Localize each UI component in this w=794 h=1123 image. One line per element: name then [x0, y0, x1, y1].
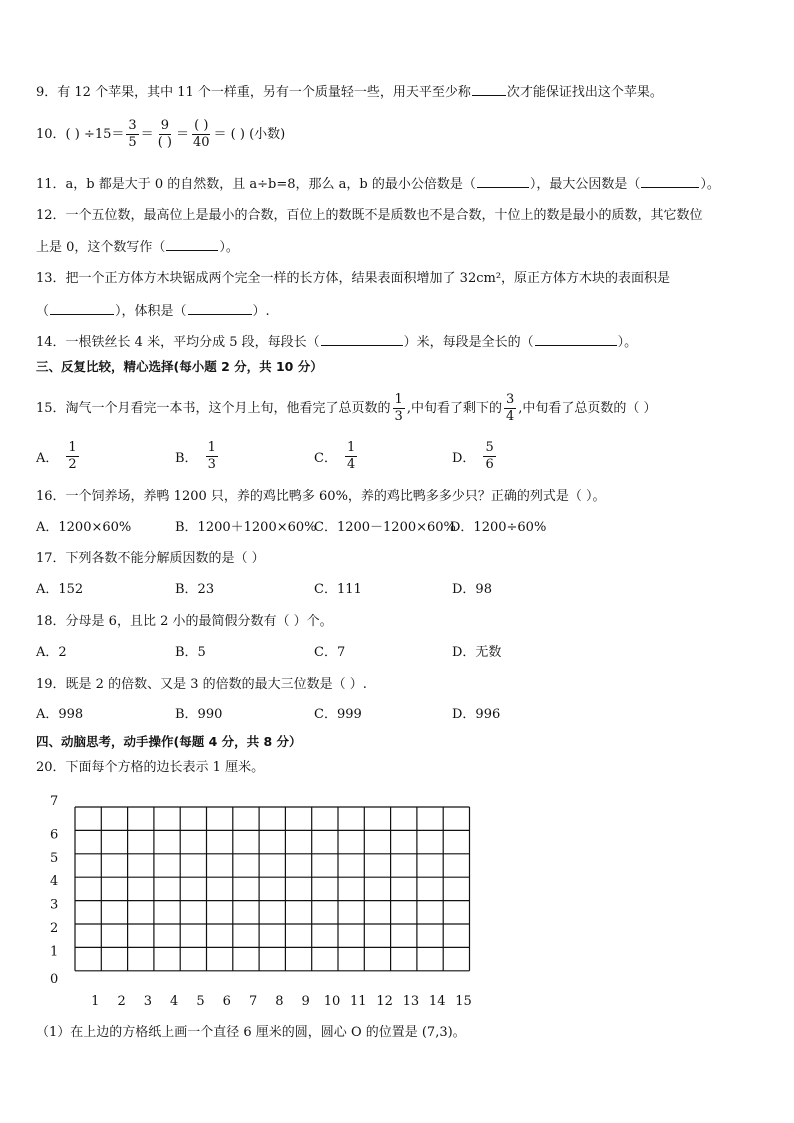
- q11-gcd-blank[interactable]: [641, 175, 699, 188]
- grid-lines: [75, 807, 470, 971]
- q14-fraction-blank[interactable]: [535, 333, 617, 346]
- grid-x-label: 3: [143, 993, 153, 1009]
- q15-option-a[interactable]: A． $\frac{1}{2}$: [36, 440, 77, 472]
- q18-option-c[interactable]: C．7: [314, 645, 346, 660]
- q18-option-a[interactable]: A．2: [36, 645, 67, 660]
- q13-area-blank[interactable]: [50, 302, 114, 315]
- grid-y-label: 1: [50, 944, 59, 960]
- q11-lcm-blank[interactable]: [477, 175, 529, 188]
- q10-lead: 10．( ) ÷15＝: [36, 126, 125, 142]
- grid-y-label: 2: [50, 921, 59, 936]
- grid-y-label: 7: [50, 794, 59, 809]
- q15-option-b[interactable]: B． $\frac{1}{3}$: [175, 440, 216, 472]
- question-11: 11．a，b 都是大于 0 的自然数，且 a÷b=8，那么 a，b 的最小公倍数是（ ），最大公因数是（ ）。: [36, 177, 720, 192]
- question-13-line-1: 13．把一个正方体方木块锯成两个完全一样的长方体，结果表面积增加了 32cm²，原正方体方木块的表面积是: [36, 271, 671, 286]
- grid-x-label: 2: [117, 993, 126, 1009]
- grid-x-label: 4: [170, 993, 179, 1009]
- question-14: 14．一根铁丝长 4 米，平均分成 5 段，每段长（ ）米，每段是全长的（ ）。: [36, 335, 638, 350]
- grid-x-label: 8: [275, 993, 284, 1009]
- grid-x-label: 12: [376, 993, 393, 1009]
- grid-x-label: 13: [402, 993, 420, 1009]
- q10-tail: ＝ ( ) (小数): [213, 126, 286, 142]
- q9-suffix: 次才能保证找出这个苹果。: [506, 85, 663, 100]
- q9-prefix: 9．有 12 个苹果，其中 11 个一样重，另有一个质量轻一些，用天平至少称: [36, 85, 471, 100]
- grid-y-labels: [50, 794, 58, 987]
- question-19: 19．既是 2 的倍数、又是 3 的倍数的最大三位数是（ ）.: [36, 677, 367, 692]
- grid-y-label: 0: [50, 971, 59, 987]
- grid-y-label: 5: [50, 850, 59, 866]
- grid-x-label: 9: [301, 993, 310, 1009]
- q17-option-b[interactable]: B．23: [175, 582, 215, 597]
- q15-fraction-2: $\frac{3}{4}$: [505, 392, 515, 424]
- question-12-line-2: 上是 0，这个数写作（ ）。: [36, 240, 239, 255]
- grid-x-label: 7: [248, 993, 258, 1009]
- section-4-heading: 四、动脑思考，动手操作(每题 4 分，共 8 分）: [36, 734, 302, 749]
- grid-y-label: 4: [50, 874, 59, 890]
- question-13-line-2: （ ），体积是（ ）.: [36, 304, 270, 319]
- q13-volume-blank[interactable]: [188, 302, 252, 315]
- question-15: 15．淘气一个月看完一本书，这个月上旬，他看完了总页数的 $\frac{1}{3}$ ,中旬看了剩下的 $\frac{3}{4}$ ,中旬看了总页数的（ ）: [36, 392, 657, 424]
- grid-y-label: 3: [50, 897, 59, 913]
- grid-x-label: 1: [91, 993, 100, 1009]
- grid-x-label: 14: [428, 993, 446, 1009]
- question-12-line-1: 12．一个五位数，最高位上是最小的合数，百位上的数既不是质数也不是合数，十位上的数是最小的质数，其它数位: [36, 208, 703, 223]
- question-16: 16．一个饲养场，养鸭 1200 只，养的鸡比鸭多 60%，养的鸡比鸭多多少只？正确的列式是（ ）。: [36, 489, 606, 504]
- grid-x-label: 5: [196, 993, 205, 1009]
- q17-option-c[interactable]: C．111: [314, 582, 362, 597]
- q16-option-d[interactable]: D．1200÷60%: [450, 520, 547, 535]
- q19-option-a[interactable]: A．998: [36, 707, 84, 722]
- q18-option-b[interactable]: B．5: [175, 645, 206, 660]
- question-20-part-1: （1）在上边的方格纸上画一个直径 6 厘米的圆，圆心 O 的位置是 (7,3)。: [36, 1025, 466, 1040]
- q10-fraction-2: $\frac{9}{( )}$: [157, 118, 172, 150]
- q16-option-b[interactable]: B．1200＋1200×60%: [175, 520, 317, 535]
- q15-fraction-1: $\frac{1}{3}$: [394, 392, 403, 424]
- question-18: 18．分母是 6，且比 2 小的最简假分数有（ ）个。: [36, 614, 333, 629]
- grid-paper[interactable]: [40, 794, 490, 1009]
- question-20: 20．下面每个方格的边长表示 1 厘米。: [36, 760, 265, 775]
- q16-option-c[interactable]: C．1200－1200×60%: [314, 520, 456, 535]
- q9-answer-blank[interactable]: [472, 83, 506, 96]
- q17-option-d[interactable]: D．98: [452, 582, 492, 597]
- q19-option-c[interactable]: C．999: [314, 707, 362, 722]
- section-3-heading: 三、反复比较，精心选择(每小题 2 分，共 10 分）: [36, 359, 323, 374]
- q14-length-blank[interactable]: [321, 333, 403, 346]
- q10-fraction-3: $\frac{( )}{40}$: [192, 118, 210, 150]
- q12-answer-blank[interactable]: [166, 238, 218, 251]
- q15-option-d[interactable]: D． $\frac{5}{6}$: [452, 440, 494, 472]
- q15-option-c[interactable]: C． $\frac{1}{4}$: [314, 440, 356, 472]
- grid-x-label: 11: [350, 993, 367, 1009]
- grid-x-labels: [91, 994, 472, 1009]
- grid-x-label: 10: [323, 993, 341, 1009]
- q10-fraction-1: $\frac{3}{5}$: [128, 118, 137, 150]
- q17-option-a[interactable]: A．152: [36, 582, 84, 597]
- grid-x-label: 6: [222, 993, 231, 1009]
- question-9: [36, 83, 663, 102]
- grid-x-label: 15: [455, 993, 472, 1009]
- q19-option-d[interactable]: D．996: [452, 707, 501, 722]
- q19-option-b[interactable]: B．990: [175, 707, 223, 722]
- q16-option-a[interactable]: A．1200×60%: [36, 520, 132, 535]
- question-17: 17．下列各数不能分解质因数的是（ ）: [36, 551, 265, 566]
- q18-option-d[interactable]: D．无数: [452, 645, 502, 660]
- grid-y-label: 6: [50, 827, 59, 843]
- question-10: 10．( ) ÷15＝ $\frac{3}{5}$ ＝ $\frac{9}{( )}$ ＝ $\frac{( )}{40}$ ＝ ( ) (小数): [36, 118, 286, 150]
